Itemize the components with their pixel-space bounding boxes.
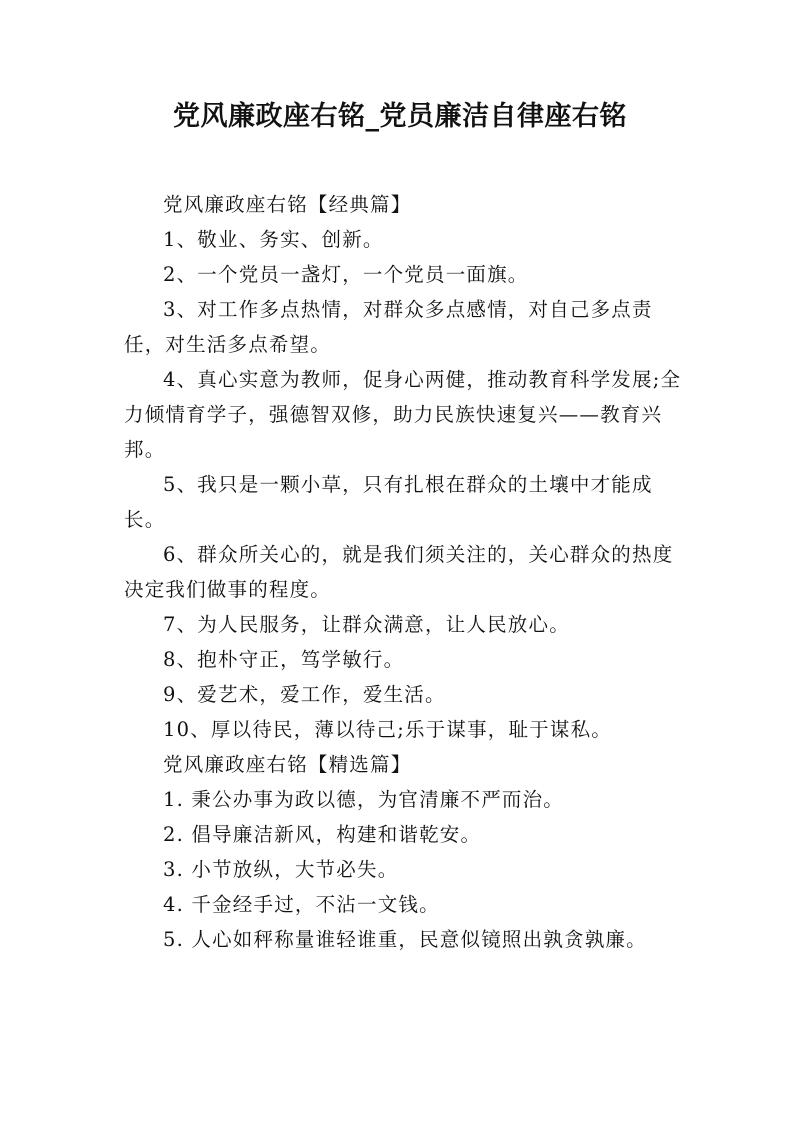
document-title: 党风廉政座右铭_党员廉洁自律座右铭 <box>173 101 627 132</box>
motto-item: 2、一个党员一盏灯，一个党员一面旗。 <box>163 263 529 286</box>
motto-item: 3、对工作多点热情，对群众多点感情，对自己多点责任，对生活多点希望。 <box>124 298 653 356</box>
motto-item: 3. 小节放纵，大节必失。 <box>163 858 399 881</box>
motto-item: 4. 千金经手过，不沾一文钱。 <box>163 893 440 916</box>
document-body <box>124 187 684 957</box>
motto-item: 10、厚以待民，薄以待己;乐于谋事，耻于谋私。 <box>163 718 612 741</box>
motto-item: 5、我只是一颗小草，只有扎根在群众的土壤中才能成长。 <box>124 473 653 531</box>
motto-item: 9、爱艺术，爱工作，爱生活。 <box>163 683 446 706</box>
section-heading-selected: 党风廉政座右铭【精选篇】 <box>163 753 412 776</box>
motto-item: 5. 人心如秤称量谁轻谁重，民意似镜照出孰贪孰廉。 <box>163 928 647 951</box>
motto-item: 2. 倡导廉洁新风，构建和谐乾安。 <box>163 823 482 846</box>
motto-item: 4、真心实意为教师，促身心两健，推动教育科学发展;全力倾情育学子，强德智双修，助力民族快速复兴——教育兴邦。 <box>124 368 682 461</box>
section-heading-classic: 党风廉政座右铭【经典篇】 <box>163 193 412 216</box>
motto-item: 1、敬业、务实、创新。 <box>163 228 384 251</box>
motto-item: 1. 秉公办事为政以德，为官清廉不严而治。 <box>163 788 565 811</box>
motto-item: 8、抱朴守正，笃学敏行。 <box>163 648 405 671</box>
motto-item: 6、群众所关心的，就是我们须关注的，关心群众的热度决定我们做事的程度。 <box>124 543 674 601</box>
motto-item: 7、为人民服务，让群众满意，让人民放心。 <box>163 613 570 636</box>
